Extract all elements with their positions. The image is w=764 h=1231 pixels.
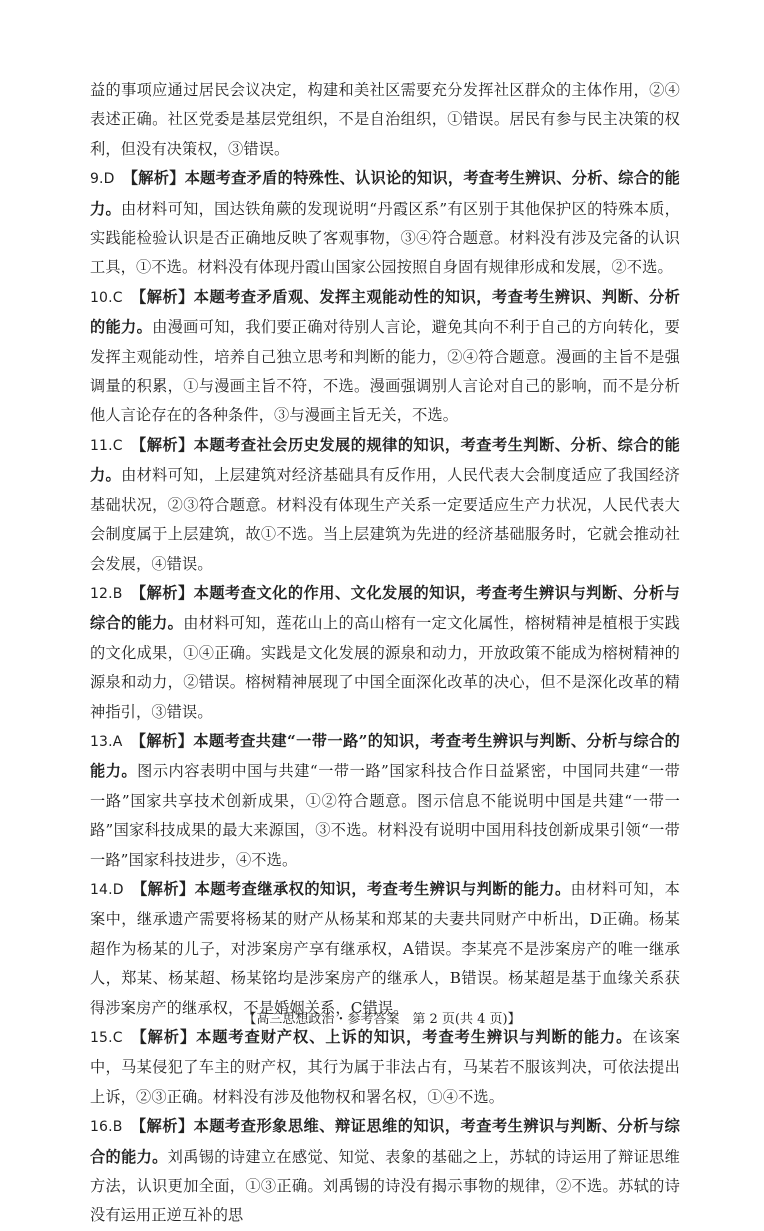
item-number: 15. — [90, 1030, 113, 1046]
item-answer: C — [112, 1030, 123, 1046]
answer-item-16 — [90, 1112, 680, 1231]
answer-item-14 — [90, 875, 680, 1023]
item-number: 12. — [90, 585, 113, 602]
item-tag: 【解析】 — [130, 1028, 197, 1046]
item-lead: 本题考查共建“一带一路”的知识，考查考生辨识与判断、分析与综合的能力。 — [90, 731, 680, 781]
item-lead: 本题考查矛盾观、发挥主观能动性的知识，考查考生辨识、判断、分析的能力。 — [90, 287, 680, 337]
page-footer: 【高三思想政治・参考答案 第 2 页(共 4 页)】 — [243, 1012, 521, 1027]
item-body: 刘禹锡的诗建立在感觉、知觉、表象的基础之上，苏轼的诗运用了辩证思维方法，认识更加全面，①③正确。刘禹锡的诗没有揭示事物的规律，②不选。苏轼的诗没有运用正逆互补的思 — [90, 1147, 681, 1225]
item-number: 10. — [90, 289, 113, 306]
item-answer: B — [112, 585, 123, 602]
item-tag: 【解析】 — [131, 879, 195, 898]
item-body: 由材料可知，莲花山上的高山榕有一定文化属性，榕树精神是植根于实践的文化成果，①④正确。实践是文化发展的源泉和动力，开放政策不能成为榕树精神的源泉和动力，②错误。榕树精神展现了中国全面深化改革的决心，但不是深化改革的精神指引，③错误。 — [90, 614, 680, 721]
item-answer: A — [112, 733, 123, 750]
item-body: 由材料可知，国达铁角蕨的发现说明“丹霞区系”有区别于其他保护区的特殊本质，实践能检验认识是否正确地反映了客观事物，③④符合题意。材料没有涉及完备的认识工具，①不选。材料没有体现丹霞山国家公园按照自身固有规律形成和发展，②不选。 — [90, 199, 680, 277]
item-tag: 【解析】 — [130, 583, 194, 602]
item-body: 由材料可知，上层建筑对经济基础具有反作用，人民代表大会制度适应了我国经济基础状况，②③符合题意。材料没有体现生产关系一定要适应生产力状况，人民代表大会制度属于上层建筑，故①不选。当上层建筑为先进的经济基础服务时，它就会推动社会发展，④错误。 — [90, 466, 680, 573]
answer-item-10 — [90, 283, 680, 431]
answer-item-12 — [90, 579, 680, 727]
item-number: 14. — [90, 881, 113, 898]
item-number: 9. — [90, 171, 104, 188]
item-number: 13. — [90, 733, 113, 750]
item-answer: D — [103, 171, 115, 188]
item-number: 16. — [90, 1119, 113, 1136]
answer-item-15 — [90, 1023, 680, 1112]
item-answer: C — [112, 437, 123, 454]
item-body: 在该案中，马某侵犯了车主的财产权，其行为属于非法占有，马某若不服该判决，可依法提出上诉，②③正确。材料没有涉及他物权和署名权，①④不选。 — [90, 1028, 680, 1106]
item-body: 由材料可知，本案中，继承遗产需要将杨某的财产从杨某和郑某的夫妻共同财产中析出，D正确。杨某超作为杨某的儿子，对涉案房产享有继承权，A错误。李某亮不是涉案房产的唯一继承人，郑某、杨某超、杨某铭均是涉案房产的继承人，B错误。杨某超是基于血缘关系获得涉案房产的继承权，不是婚姻关系，C错误。 — [90, 879, 680, 1017]
answer-item-13 — [90, 727, 680, 875]
item-answer: D — [112, 881, 124, 898]
item-lead: 本题考查文化的作用、文化发展的知识，考查考生辨识与判断、分析与综合的能力。 — [90, 583, 680, 633]
item-tag: 【解析】 — [130, 287, 194, 306]
item-answer: C — [112, 289, 123, 306]
item-tag: 【解析】 — [130, 1117, 194, 1136]
item-number: 11. — [90, 437, 113, 454]
answer-content — [90, 76, 680, 1231]
item-lead: 本题考查形象思维、辩证思维的知识，考查考生辨识与判断、分析与综合的能力。 — [90, 1117, 680, 1166]
item-lead: 本题考查社会历史发展的规律的知识，考查考生判断、分析、综合的能力。 — [90, 435, 680, 485]
item-answer: B — [112, 1119, 123, 1136]
answer-item-9 — [90, 164, 680, 283]
item-lead: 本题考查矛盾的特殊性、认识论的知识，考查考生辨识、分析、综合的能力。 — [90, 169, 680, 218]
item-body: 由漫画可知，我们要正确对待别人言论，避免其向不利于自己的方向转化，要发挥主观能动性，培养自己独立思考和判断的能力，②④符合题意。漫画的主旨不是强调量的积累，①与漫画主旨不符，不选。漫画强调别人言论对自己的影响，而不是分析他人言论存在的各种条件，③与漫画主旨无关，不选。 — [90, 318, 680, 425]
item-tag: 【解析】 — [130, 731, 194, 750]
item-tag: 【解析】 — [122, 169, 185, 188]
answer-item-11 — [90, 431, 680, 579]
intro-paragraph: 益的事项应通过居民会议决定，构建和美社区需要充分发挥社区群众的主体作用，②④表述正确。社区党委是基层党组织，不是自治组织，①错误。居民有参与民主决策的权利，但没有决策权，③错误。 — [90, 81, 680, 158]
item-lead: 本题考查财产权、上诉的知识，考查考生辨识与判断的能力。 — [196, 1028, 633, 1046]
item-tag: 【解析】 — [130, 435, 194, 454]
item-lead: 本题考查继承权的知识，考查考生辨识与判断的能力。 — [194, 879, 571, 898]
item-body: 图示内容表明中国与共建“一带一路”国家科技合作日益紧密，中国同共建“一带一路”国家共享技术创新成果，①②符合题意。图示信息不能说明中国是共建“一带一路”国家科技成果的最大来源国，③不选。材料没有说明中国用科技创新成果引领“一带一路”国家科技进步，④不选。 — [90, 762, 681, 869]
